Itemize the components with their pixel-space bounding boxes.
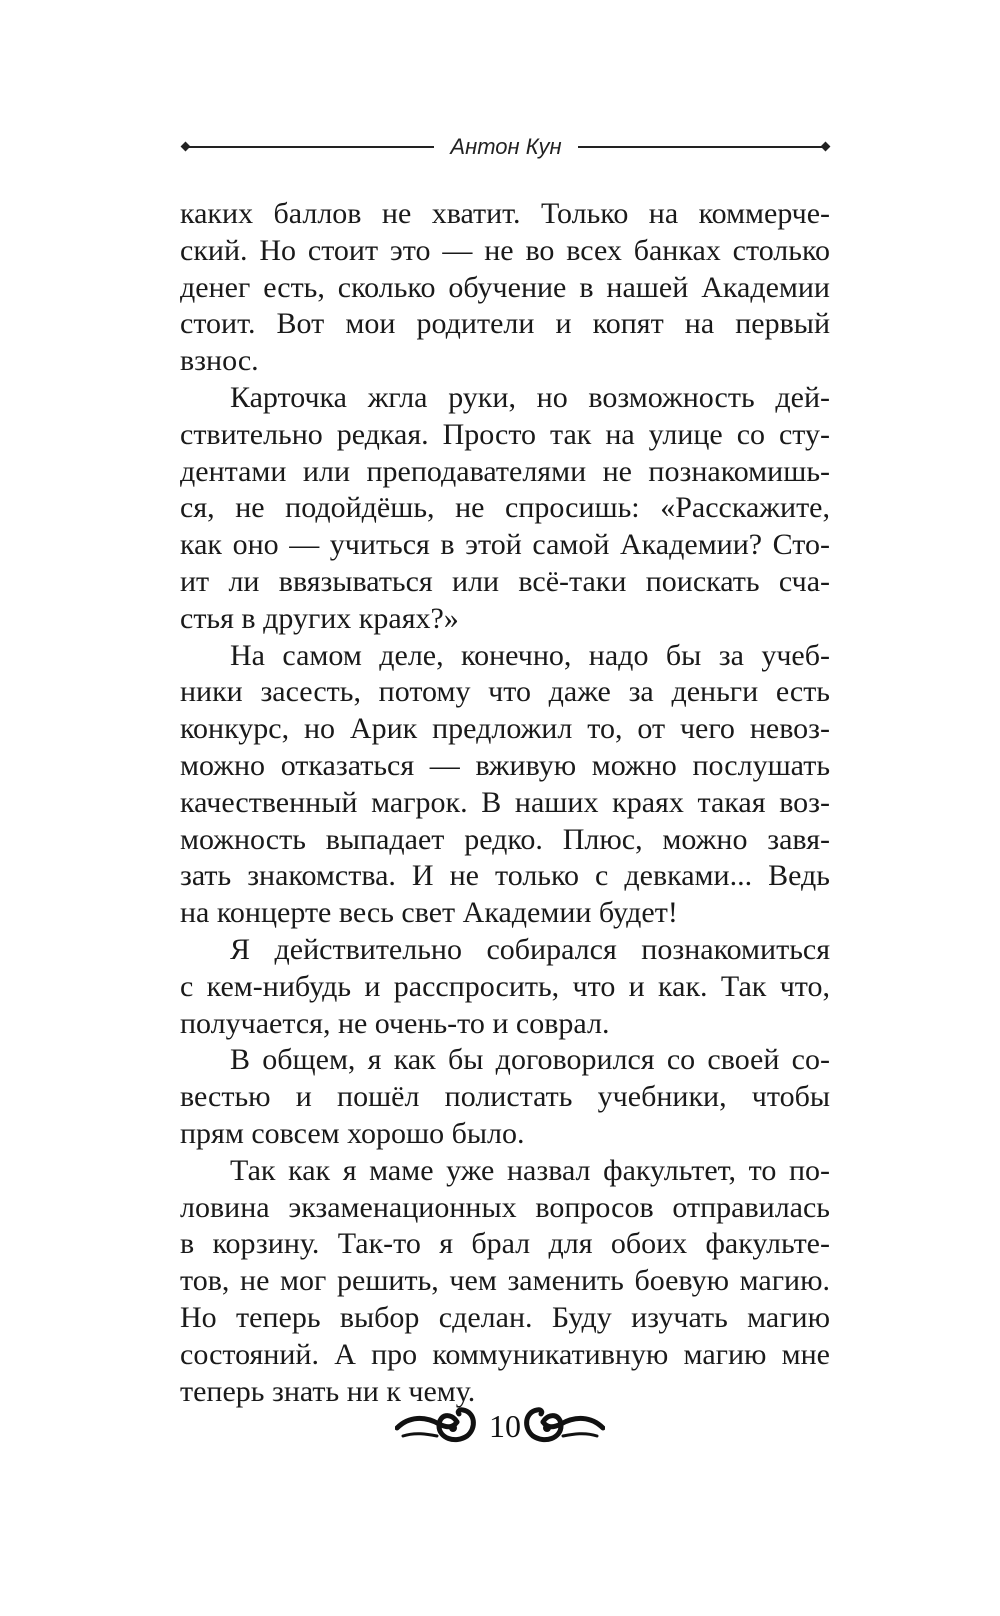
- text-line: Но теперь выбор сделан. Буду изучать магию: [180, 1300, 830, 1334]
- text-line: взнос.: [180, 344, 259, 378]
- page-body-text: [180, 196, 830, 1410]
- rule-end-diamond-icon: [821, 142, 831, 152]
- page-header: [182, 132, 830, 162]
- text-line: теперь знать ни к чему.: [180, 1374, 476, 1408]
- page-number: 10: [489, 1408, 521, 1444]
- text-line: вестью и пошёл полистать учебники, чтобы: [180, 1080, 830, 1114]
- text-line: с кем-нибудь и расспросить, что и как. Так что,: [180, 969, 830, 1003]
- text-line: дентами или преподавателями не познакомишь-: [180, 454, 830, 488]
- text-line: получается, не очень-то и соврал.: [180, 1006, 610, 1040]
- scroll-ornament-right-icon: [519, 1406, 605, 1450]
- text-line: каких баллов не хватит. Только на коммерче-: [180, 197, 830, 230]
- text-line: ники засесть, потому что даже за деньги есть: [180, 675, 830, 709]
- text-line: ствительно редкая. Просто так на улице со сту-: [180, 417, 830, 451]
- text-line: В общем, я как бы договорился со своей со-: [230, 1043, 830, 1077]
- text-line: как оно — учиться в этой самой Академии? Сто-: [180, 528, 830, 562]
- text-line: можность выпадает редко. Плюс, можно завя-: [180, 822, 830, 856]
- text-line: На самом деле, конечно, надо бы за учеб-: [230, 638, 830, 672]
- text-line: можно отказаться — вживую можно послушать: [180, 748, 830, 782]
- text-line: конкурс, но Арик предложил то, от чего невоз-: [180, 712, 830, 746]
- text-line: ся, не подойдёшь, не спросишь: «Расскажите,: [180, 491, 830, 525]
- text-line: тов, не мог решить, чем заменить боевую магию.: [180, 1264, 830, 1298]
- text-line: зать знакомства. И не только с девками... Ведь: [180, 859, 830, 893]
- scroll-ornament-left-icon: [395, 1406, 481, 1450]
- text-line: прям совсем хорошо было.: [180, 1116, 525, 1150]
- text-line: качественный магрок. В наших краях такая воз-: [180, 785, 830, 819]
- text-line: стоит. Вот мои родители и копят на первый: [180, 307, 830, 341]
- text-line: Карточка жгла руки, но возможность дей-: [230, 380, 830, 414]
- text-line: ловина экзаменационных вопросов отправилась: [180, 1190, 830, 1224]
- page-footer-folio: [395, 1398, 615, 1458]
- text-line: ский. Но стоит это — не во всех банках столько: [180, 233, 830, 267]
- text-line: Так как я маме уже назвал факультет, то по-: [230, 1153, 830, 1187]
- text-line: на концерте весь свет Академии будет!: [180, 896, 678, 930]
- text-line: Я действительно собирался познакомиться: [230, 932, 830, 966]
- text-line: состояний. А про коммуникативную магию мне: [180, 1337, 830, 1371]
- text-line: в корзину. Так-то я брал для обоих факульте-: [180, 1227, 830, 1261]
- text-line: денег есть, сколько обучение в нашей Академии: [180, 270, 830, 304]
- text-line: ит ли ввязываться или всё-таки поискать сча-: [180, 564, 830, 598]
- header-rule-left: [186, 146, 434, 148]
- header-rule-right: [578, 146, 826, 148]
- running-head-author: Антон Кун: [450, 134, 562, 159]
- text-line: стья в других краях?»: [180, 601, 459, 635]
